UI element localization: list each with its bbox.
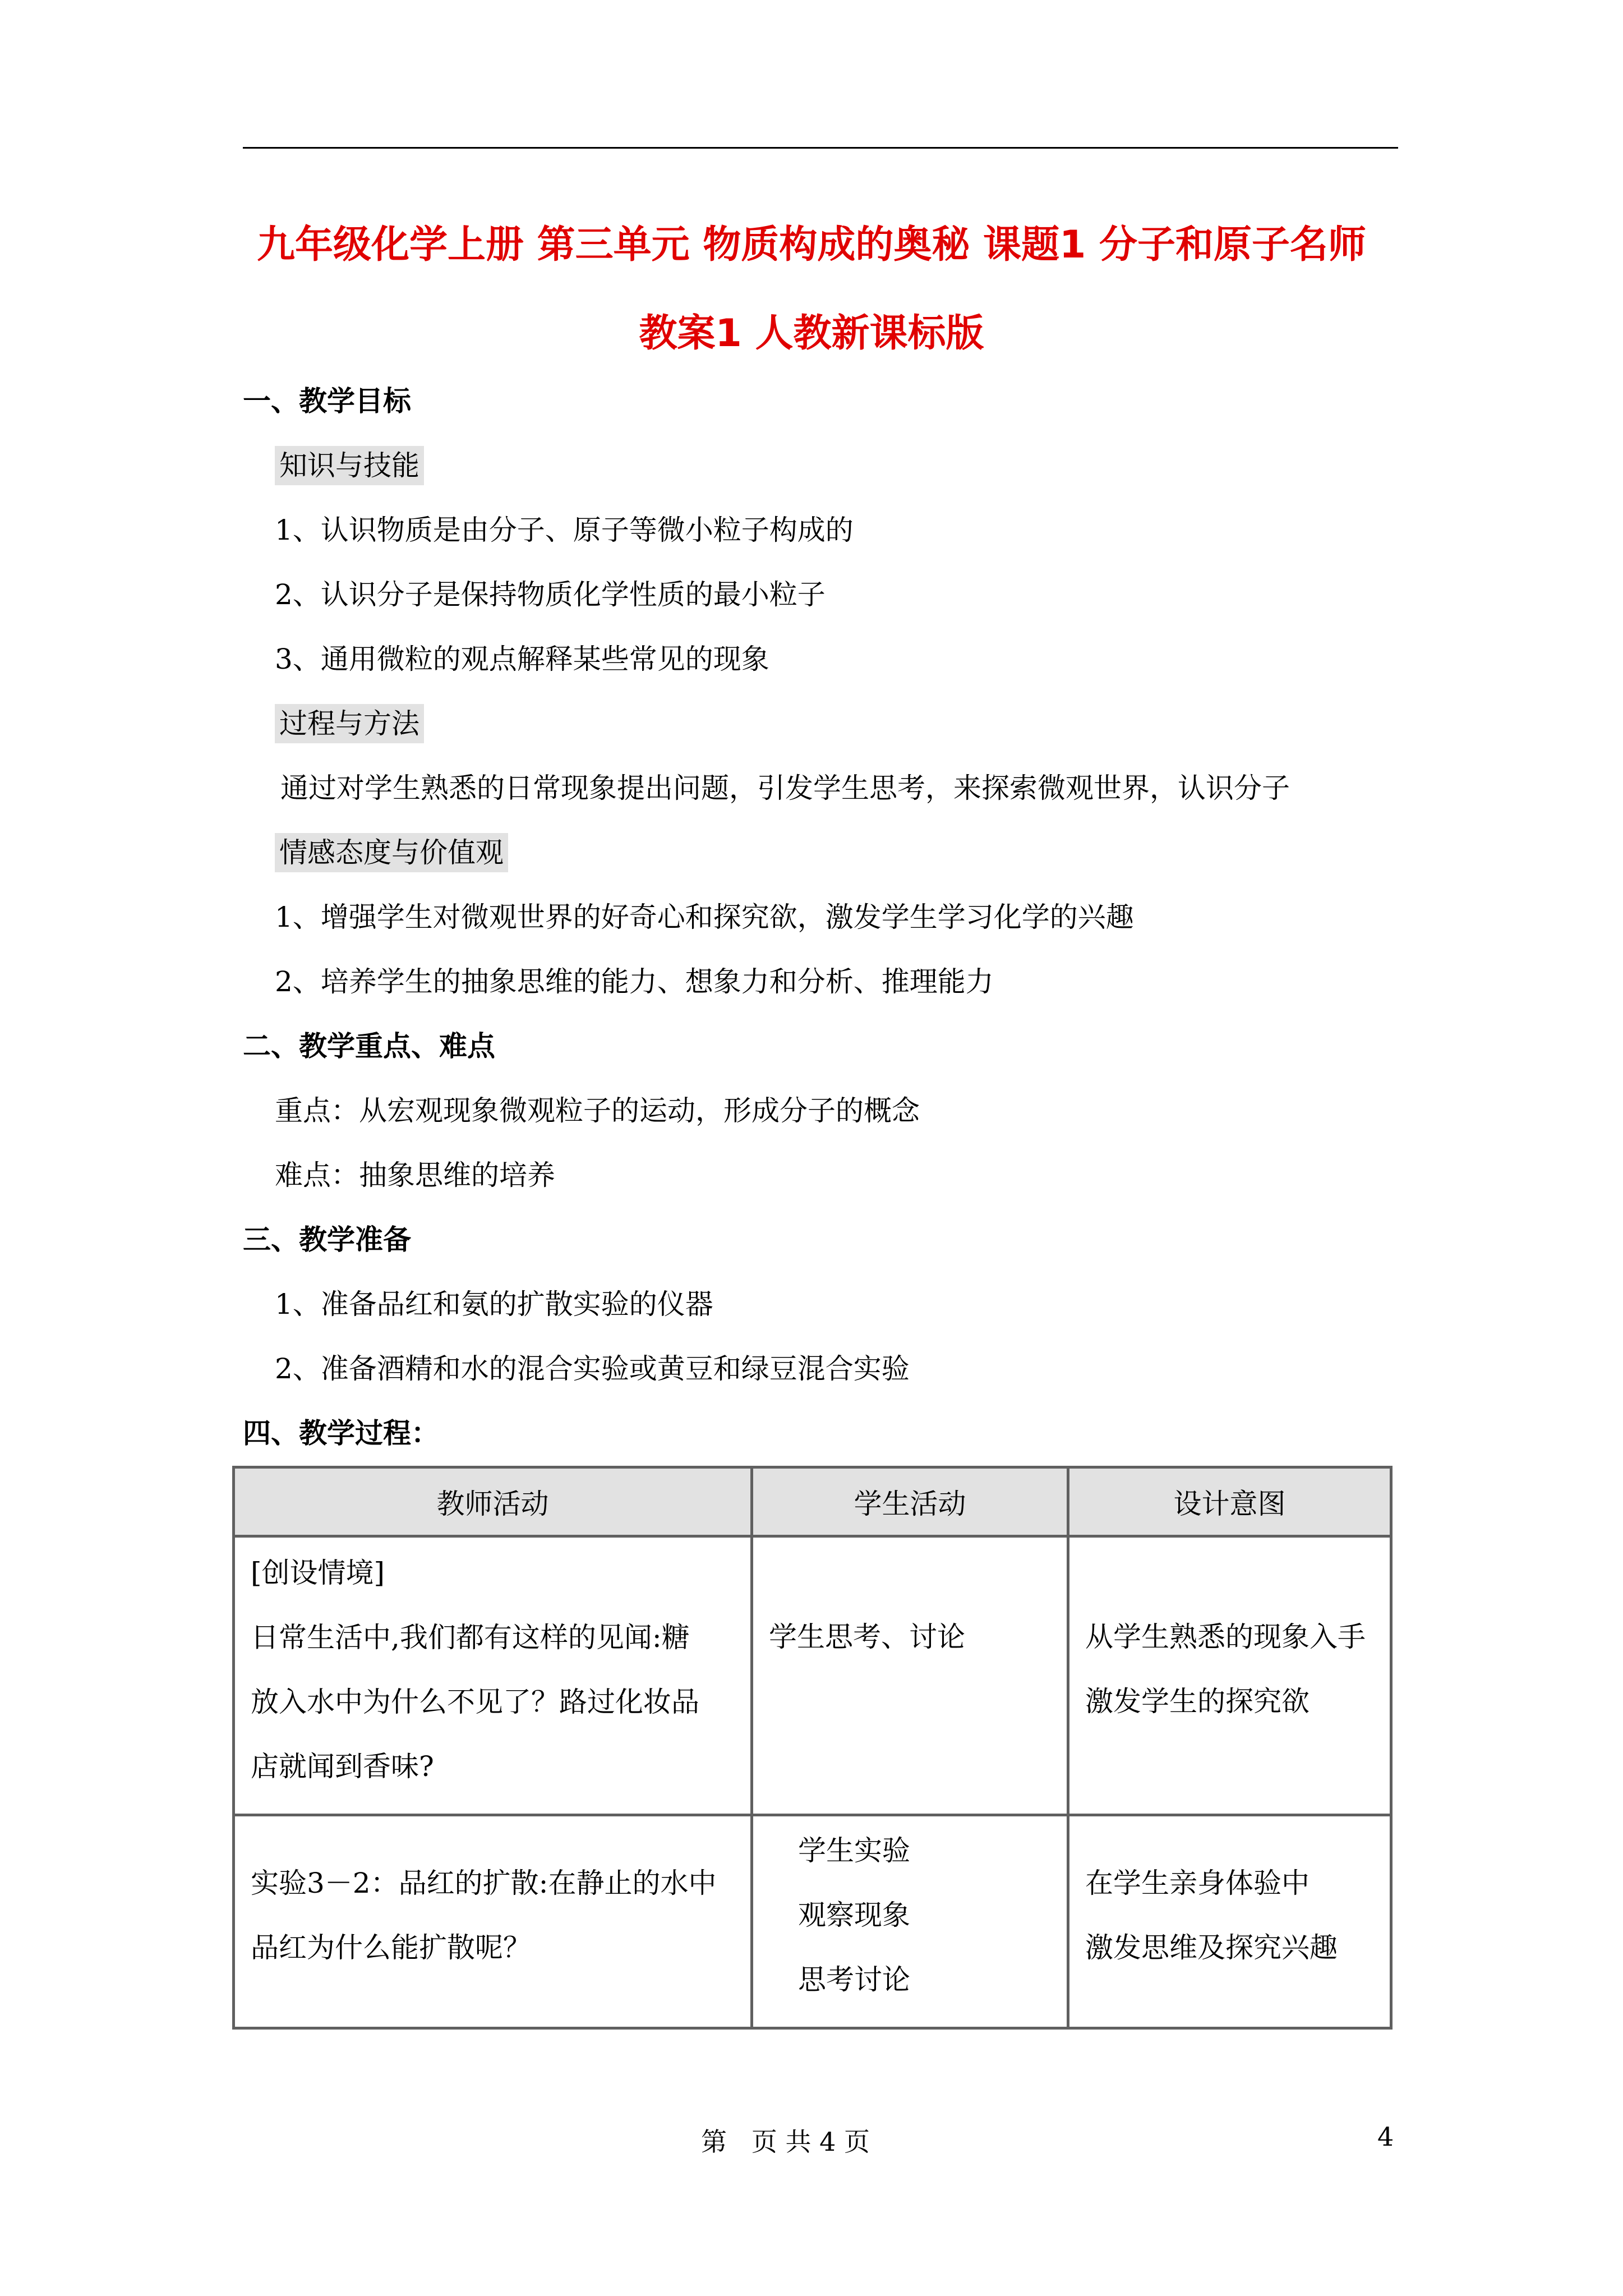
teacher-activity-cell	[234, 1536, 752, 1815]
intent-line: 从学生熟悉的现象入手	[1085, 1621, 1366, 1653]
footer-page-count: 第 页 共 4 页	[701, 2127, 870, 2157]
design-intent-cell	[1068, 1815, 1391, 2028]
student-line: 思考讨论	[798, 1963, 910, 1996]
student-line: 学生实验	[798, 1834, 910, 1867]
knowledge-item-1: 1、认识物质是由分子、原子等微小粒子构成的	[275, 514, 854, 546]
emotion-item-1: 1、增强学生对微观世界的好奇心和探究欲，激发学生学习化学的兴趣	[275, 901, 1134, 933]
subheading-process: 过程与方法	[275, 704, 424, 743]
section-heading-key-points: 二、教学重点、难点	[243, 1030, 495, 1062]
header-teacher-activity: 教师活动	[234, 1467, 752, 1536]
difficult-point: 难点：抽象思维的培养	[275, 1159, 555, 1191]
student-line: 学生思考、讨论	[769, 1621, 965, 1653]
footer-page-number: 4	[1377, 2122, 1394, 2152]
teacher-line: [创设情境]	[251, 1557, 385, 1589]
key-point: 重点：从宏观现象微观粒子的运动，形成分子的概念	[275, 1094, 920, 1127]
intent-line: 在学生亲身体验中	[1085, 1867, 1310, 1899]
document-title-line-2: 教案1 人教新课标版	[639, 311, 984, 356]
table-header-row	[234, 1467, 1391, 1536]
preparation-item-1: 1、准备品红和氨的扩散实验的仪器	[275, 1288, 713, 1320]
preparation-item-2: 2、准备酒精和水的混合实验或黄豆和绿豆混合实验	[275, 1352, 910, 1385]
section-heading-process: 四、教学过程：	[243, 1417, 439, 1450]
teacher-line: 放入水中为什么不见了？路过化妆品	[251, 1686, 699, 1718]
table-row	[234, 1536, 1391, 1815]
teacher-line: 店就闻到香味?	[251, 1750, 434, 1783]
header-rule	[243, 147, 1398, 149]
subheading-knowledge: 知识与技能	[275, 446, 424, 485]
table-row	[234, 1815, 1391, 2028]
knowledge-item-3: 3、通用微粒的观点解释某些常见的现象	[275, 643, 769, 675]
teaching-process-table	[232, 1466, 1393, 2030]
teacher-line: 实验3－2：品红的扩散:在静止的水中	[251, 1867, 717, 1899]
knowledge-item-2: 2、认识分子是保持物质化学性质的最小粒子	[275, 578, 826, 611]
teacher-line: 日常生活中,我们都有这样的见闻:糖	[251, 1621, 690, 1654]
subheading-emotion: 情感态度与价值观	[275, 833, 508, 872]
section-heading-objectives: 一、教学目标	[243, 385, 411, 417]
student-line: 观察现象	[798, 1899, 910, 1931]
student-activity-cell	[752, 1536, 1068, 1815]
header-design-intent: 设计意图	[1068, 1467, 1391, 1536]
teacher-activity-cell	[234, 1815, 752, 2028]
section-heading-preparation: 三、教学准备	[243, 1223, 411, 1256]
process-text: 通过对学生熟悉的日常现象提出问题，引发学生思考，来探索微观世界，认识分子	[280, 772, 1290, 804]
emotion-item-2: 2、培养学生的抽象思维的能力、想象力和分析、推理能力	[275, 965, 994, 998]
document-title-line-1: 九年级化学上册 第三单元 物质构成的奥秘 课题1 分子和原子名师	[256, 223, 1366, 267]
header-student-activity: 学生活动	[752, 1467, 1068, 1536]
design-intent-cell	[1068, 1536, 1391, 1815]
intent-line: 激发思维及探究兴趣	[1085, 1931, 1338, 1964]
intent-line: 激发学生的探究欲	[1085, 1685, 1310, 1718]
student-activity-cell	[752, 1815, 1068, 2028]
teacher-line: 品红为什么能扩散呢？	[251, 1931, 531, 1964]
